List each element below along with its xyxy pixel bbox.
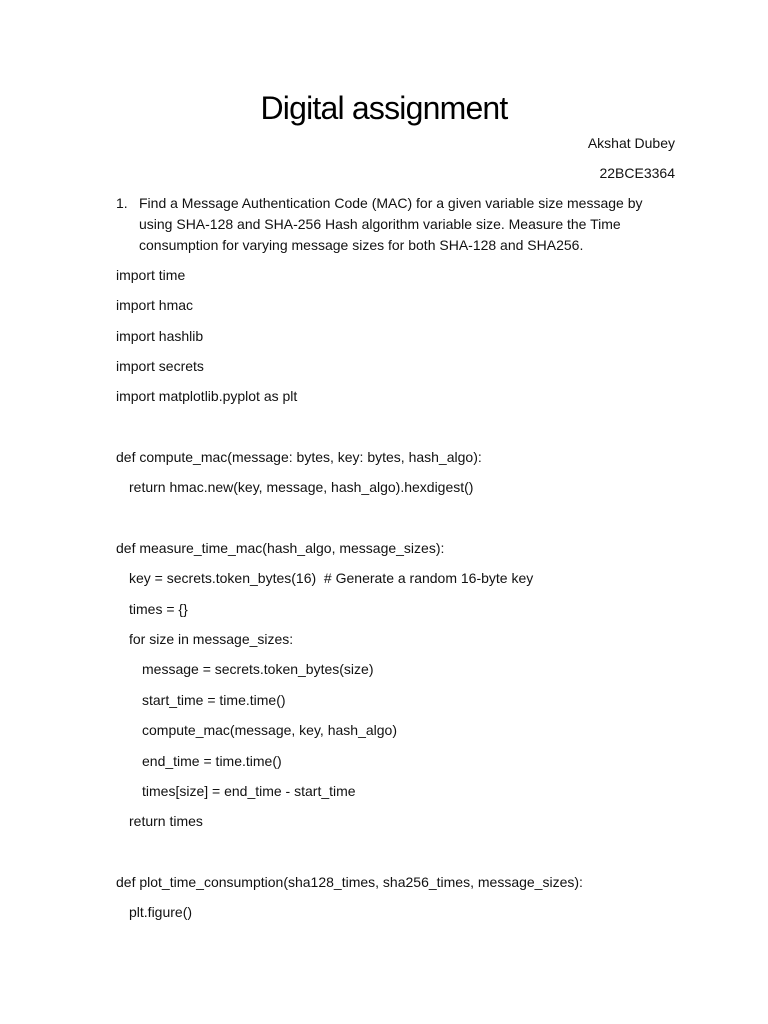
code-line: end_time = time.time() (142, 752, 282, 769)
code-line: import hashlib (116, 327, 204, 344)
code-line: start_time = time.time() (142, 691, 286, 708)
code-line: import matplotlib.pyplot as plt (116, 388, 298, 405)
code-line: plt.figure() (129, 904, 193, 921)
blank-line (116, 508, 676, 538)
code-line: def plot_time_consumption(sha128_times, sha256_times, message_sizes): (116, 873, 583, 890)
student-id: 22BCE3364 (599, 165, 675, 181)
question-item (116, 193, 676, 256)
code-line: times = {} (129, 600, 188, 617)
code-line: message = secrets.token_bytes(size) (142, 661, 374, 678)
code-block (116, 265, 676, 933)
code-line: import secrets (116, 358, 204, 375)
code-line: compute_mac(message, key, hash_algo) (142, 722, 397, 739)
code-line: times[size] = end_time - start_time (142, 782, 356, 799)
author-name: Akshat Dubey (587, 135, 675, 151)
code-line: key = secrets.token_bytes(16) # Generate a random 16-byte key (129, 570, 534, 587)
document-title: Digital assignment (260, 90, 508, 126)
code-line: for size in message_sizes: (129, 631, 294, 648)
blank-line (116, 417, 676, 447)
code-line: return hmac.new(key, message, hash_algo).hexdigest() (129, 479, 474, 496)
code-line: def compute_mac(message: bytes, key: bytes, hash_algo): (116, 449, 482, 466)
question-text: Find a Message Authentication Code (MAC) for a given variable size message by using SHA-128 and SHA-256 Hash algorithm variable size. Measure the Time consumption for varying message sizes for both SHA-128 and SHA256. (139, 195, 643, 253)
code-line: import hmac (116, 297, 194, 314)
code-line: import time (116, 267, 186, 283)
code-line: return times (129, 813, 203, 830)
code-line: def measure_time_mac(hash_algo, message_sizes): (116, 540, 445, 557)
blank-line (116, 842, 676, 872)
question-number: 1. (116, 195, 128, 211)
